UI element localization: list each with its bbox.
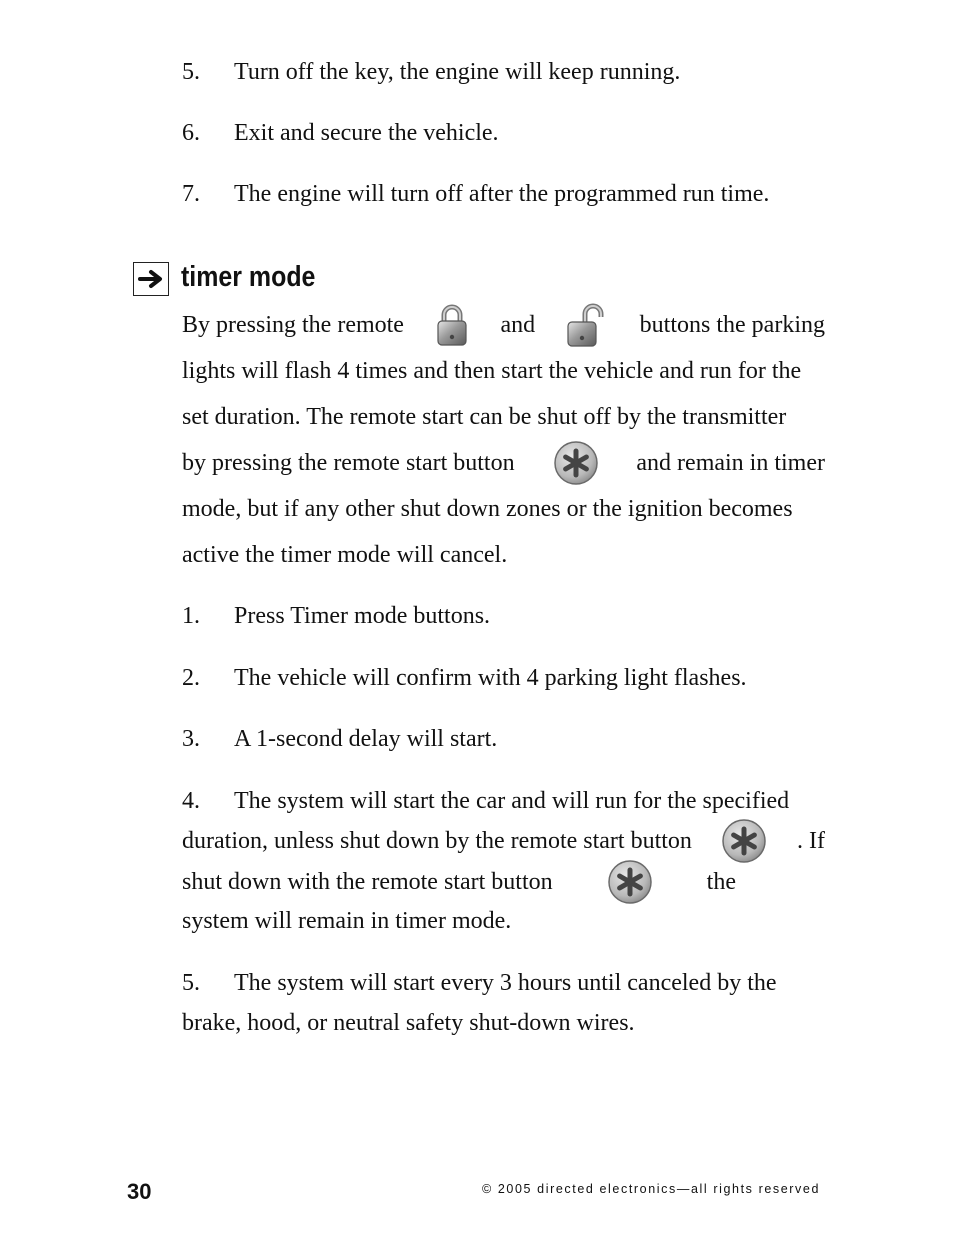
asterisk-icon: [553, 440, 599, 486]
unlock-icon: [566, 302, 608, 348]
step-text: Exit and secure the vehicle.: [234, 120, 499, 146]
intro-line-3: [182, 402, 825, 432]
step-number: 1.: [182, 603, 200, 629]
step-text: The system will start the car and will run for the specified: [234, 787, 790, 814]
step-number: 5.: [182, 59, 200, 85]
intro-text: By pressing the remote: [182, 311, 404, 338]
step-number: 7.: [182, 181, 200, 207]
step-4-line-1: [234, 786, 825, 816]
step-text: shut down with the remote start button: [182, 868, 553, 895]
step-text: A 1-second delay will start.: [234, 726, 498, 752]
step-number: 6.: [182, 120, 200, 146]
arrow-right-icon: [133, 262, 169, 296]
intro-text: buttons the parking: [639, 311, 825, 338]
step-4-line-2: [182, 826, 825, 856]
step-5-line-1: [234, 968, 825, 998]
intro-line-2: [182, 356, 825, 386]
intro-text: and remain in timer: [636, 449, 825, 476]
step-number: 3.: [182, 726, 200, 752]
step-number: 2.: [182, 665, 200, 691]
step-text: The vehicle will confirm with 4 parking light flashes.: [234, 665, 747, 691]
step-text: . If: [797, 827, 825, 854]
asterisk-icon: [607, 859, 653, 905]
intro-line-5: [182, 494, 825, 524]
step-text: The system will start every 3 hours until canceled by the: [234, 969, 777, 996]
asterisk-icon: [721, 818, 767, 864]
lock-icon: [435, 303, 469, 347]
copyright-notice: © 2005 directed electronics—all rights reserved: [482, 1182, 821, 1196]
step-4-line-3: [182, 867, 736, 897]
step-number: 5.: [182, 970, 200, 996]
step-text: Press Timer mode buttons.: [234, 603, 491, 629]
step-number: 4.: [182, 788, 200, 814]
step-text: duration, unless shut down by the remote start button: [182, 827, 692, 854]
intro-line-4: [182, 448, 825, 478]
intro-text: and: [500, 311, 536, 338]
section-title: timer mode: [181, 261, 316, 293]
step-text: the: [706, 868, 736, 895]
intro-text: set duration. The remote start can be shut off by the transmitter: [182, 403, 787, 430]
step-text: The engine will turn off after the programmed run time.: [234, 181, 770, 207]
page-number: 30: [127, 1179, 152, 1204]
step-4-line-4: system will remain in timer mode.: [182, 908, 512, 934]
step-5-line-2: brake, hood, or neutral safety shut-down wires.: [182, 1010, 635, 1036]
intro-line-1: [182, 310, 825, 340]
intro-text: lights will flash 4 times and then start the vehicle and run for the: [182, 357, 802, 384]
intro-line-6: active the timer mode will cancel.: [182, 542, 508, 568]
step-text: Turn off the key, the engine will keep running.: [234, 59, 681, 85]
intro-text: by pressing the remote start button: [182, 449, 515, 476]
intro-text: mode, but if any other shut down zones or the ignition becomes: [182, 495, 793, 522]
